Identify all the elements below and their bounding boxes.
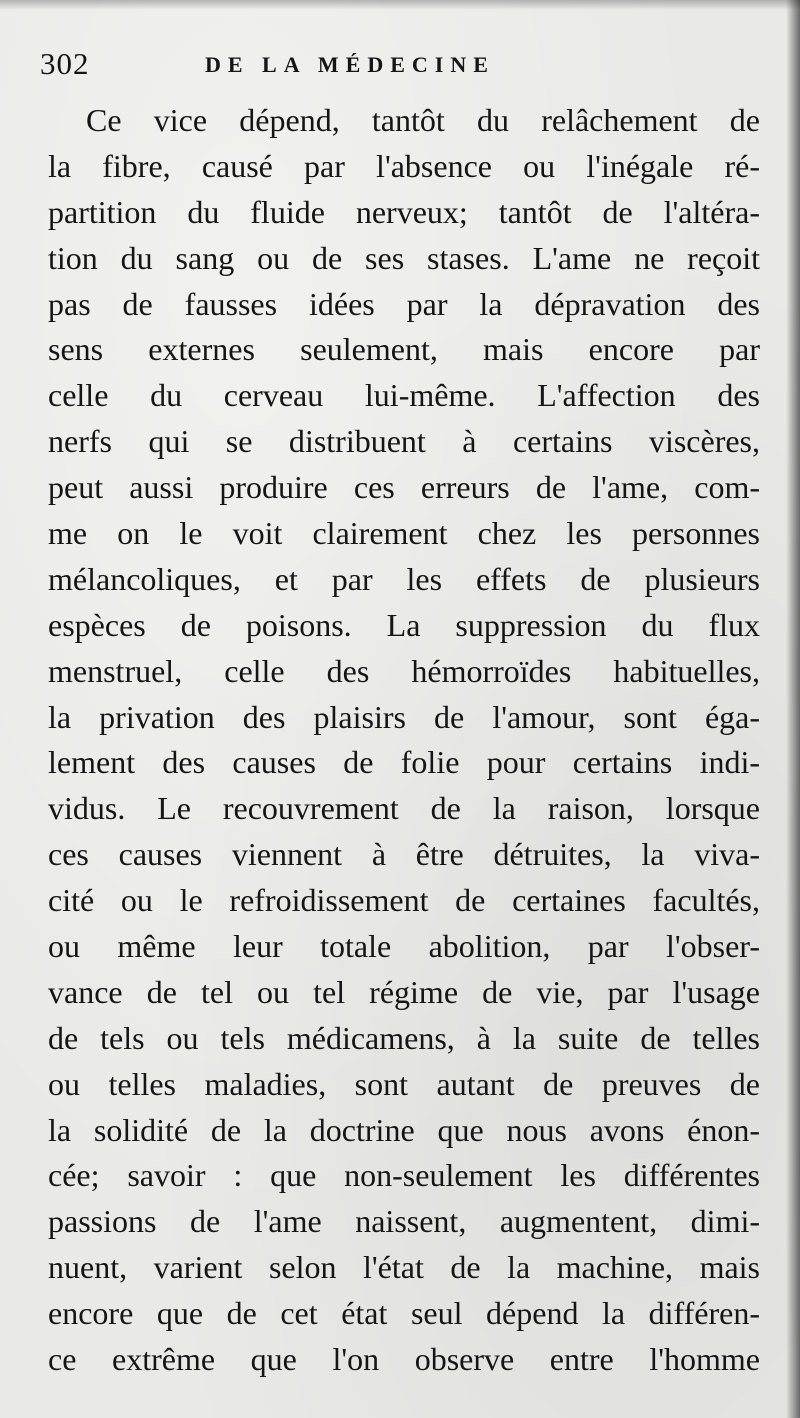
- text-line: partition du fluide nerveux; tantôt de l'altéra-: [48, 193, 760, 230]
- page-shadow-right: [786, 0, 800, 1418]
- text-line: lement des causes de folie pour certains indi-: [48, 744, 760, 781]
- body-text: [48, 98, 760, 1383]
- text-line: la solidité de la doctrine que nous avons énon-: [48, 1111, 760, 1148]
- running-head: DE LA MÉDECINE: [205, 52, 495, 77]
- text-line: vance de tel ou tel régime de vie, par l'usage: [48, 973, 760, 1010]
- text-line: peut aussi produire ces erreurs de l'ame, com-: [48, 469, 760, 506]
- text-line: la privation des plaisirs de l'amour, sont éga-: [48, 698, 760, 735]
- text-line: ces causes viennent à être détruites, la viva-: [48, 836, 760, 873]
- text-line: cée; savoir : que non-seulement les différentes: [48, 1157, 760, 1194]
- text-line: espèces de poisons. La suppression du flux: [48, 606, 760, 643]
- text-line: passions de l'ame naissent, augmentent, dimi-: [48, 1203, 760, 1240]
- text-line: ce extrême que l'on observe entre l'homme: [48, 1341, 760, 1378]
- page-header: [40, 46, 760, 86]
- text-line: ou telles maladies, sont autant de preuves de: [48, 1065, 760, 1102]
- text-line: cité ou le refroidissement de certaines facultés,: [48, 882, 760, 919]
- text-line: mélancoliques, et par les effets de plusieurs: [48, 560, 760, 597]
- text-line: vidus. Le recouvrement de la raison, lorsque: [48, 790, 760, 827]
- text-line: ou même leur totale abolition, par l'obser-: [48, 928, 760, 965]
- text-line: encore que de cet état seul dépend la différen-: [48, 1295, 760, 1332]
- text-line: pas de fausses idées par la dépravation des: [48, 285, 760, 322]
- text-line: sens externes seulement, mais encore par: [48, 331, 760, 368]
- text-line: la fibre, causé par l'absence ou l'inégale ré-: [48, 147, 760, 184]
- text-line: celle du cerveau lui-même. L'affection des: [48, 377, 760, 414]
- text-line: tion du sang ou de ses stases. L'ame ne reçoit: [48, 239, 760, 276]
- text-line: me on le voit clairement chez les personnes: [48, 515, 760, 552]
- text-line: nerfs qui se distribuent à certains viscères,: [48, 423, 760, 460]
- page-number: 302: [40, 46, 90, 81]
- text-line: nuent, varient selon l'état de la machine, mais: [48, 1249, 760, 1286]
- page-shadow-top: [0, 0, 800, 10]
- text-line: de tels ou tels médicamens, à la suite de telles: [48, 1019, 760, 1056]
- text-line: menstruel, celle des hémorroïdes habituelles,: [48, 652, 760, 689]
- text-line: Ce vice dépend, tantôt du relâchement de: [86, 102, 760, 138]
